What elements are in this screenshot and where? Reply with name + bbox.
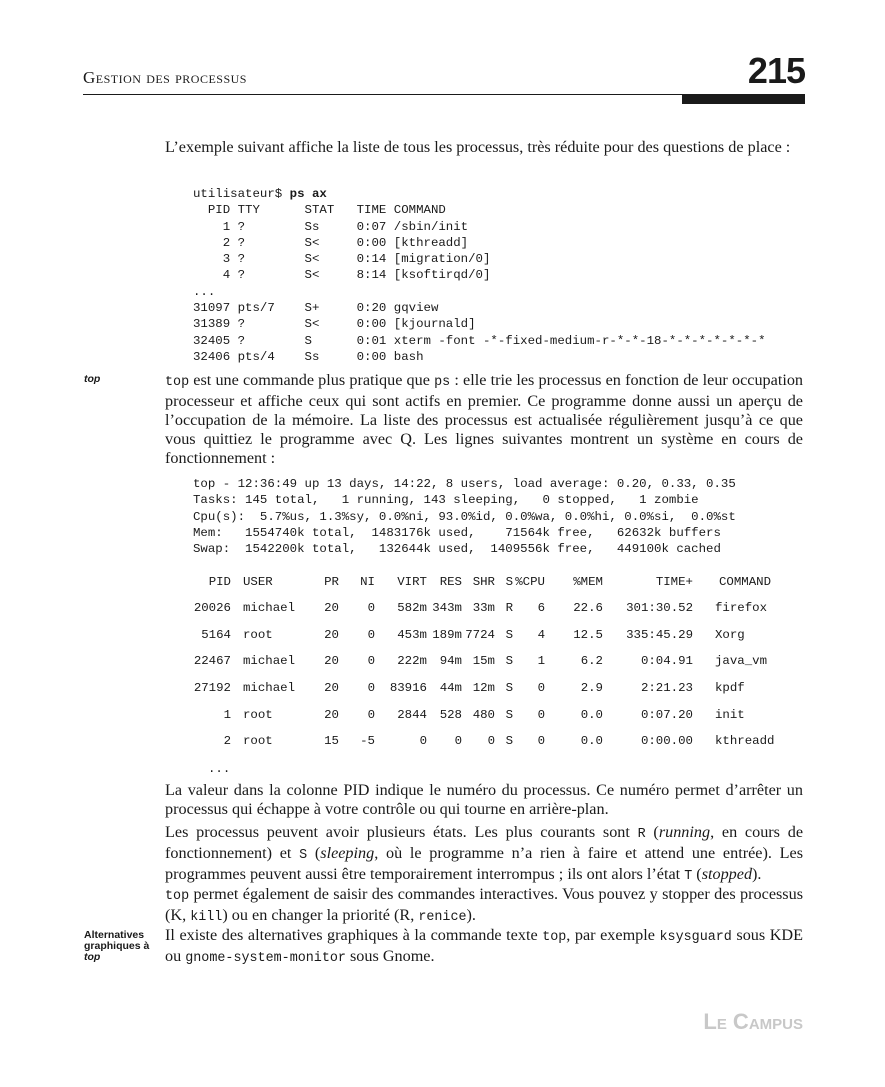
table-cell: S xyxy=(505,734,513,749)
top-summary-block: top - 12:36:49 up 13 days, 14:22, 8 users, load average: 0.20, 0.33, 0.35 Tasks: 145 total, 1 running, 143 sleeping, 0 stopped, 1 zombie Cpu(s): 5.7%us, 1.3%sy, 0.0%ni, 93.0%id, 0.0%wa, 0.0%hi, 0.0%si, 0.0%st Mem: 1554740k total, 1483176k used, 71564k free, 62632k buffers Swap: 1542200k total, 132644k used, 1409556k free, 449100k cached xyxy=(193,477,736,557)
table-cell: 0:04.91 xyxy=(640,654,693,669)
table-cell: 2:21.23 xyxy=(640,681,693,696)
table-cell: 15m xyxy=(472,654,495,669)
table-cell: 33m xyxy=(472,601,495,615)
text-span: ). xyxy=(752,865,762,883)
table-cell: firefox xyxy=(715,601,768,615)
intro-paragraph: L’exemple suivant affiche la liste de tous les processus, très réduite pour des questions de place : xyxy=(165,138,791,156)
table-cell: 2844 xyxy=(397,707,427,722)
table-row xyxy=(193,601,793,628)
table-cell: michael xyxy=(243,654,296,669)
table-cell: 0 xyxy=(487,734,495,749)
column-header: PR xyxy=(324,575,339,589)
table-cell: 0 xyxy=(419,734,427,749)
table-cell: 0 xyxy=(367,681,375,696)
column-header: %MEM xyxy=(573,575,603,589)
inline-code: kill xyxy=(190,910,223,925)
table-cell: init xyxy=(715,707,745,722)
column-header: COMMAND xyxy=(719,575,772,589)
column-header: VIRT xyxy=(397,575,427,589)
table-cell: 0 xyxy=(367,601,375,615)
table-cell: 20 xyxy=(324,707,339,722)
text-span: ) ou en changer la priorité (R, xyxy=(222,906,419,924)
table-cell: S xyxy=(505,681,513,696)
inline-code: top xyxy=(165,889,190,904)
table-cell: 0.0 xyxy=(580,734,603,749)
table-cell: 20 xyxy=(324,627,339,642)
text-span: , en cours de fonctionnement) et xyxy=(165,823,804,862)
inline-code: T xyxy=(684,869,693,884)
inline-code: top xyxy=(165,375,190,390)
table-cell: S xyxy=(505,627,513,642)
table-cell: 0 xyxy=(454,734,462,749)
table-cell: 0.0 xyxy=(580,707,603,722)
inline-code: gnome-system-monitor xyxy=(185,951,346,966)
table-cell: 1 xyxy=(537,654,545,669)
italic-term: sleeping xyxy=(320,844,375,862)
text-span: permet également de saisir des commandes interactives. Vous pouvez y stopper des processus (K, xyxy=(165,885,803,924)
table-cell: 0 xyxy=(367,707,375,722)
table-cell: 20 xyxy=(324,601,339,615)
table-cell: michael xyxy=(243,681,296,696)
italic-term: running xyxy=(658,823,711,841)
table-row xyxy=(193,628,793,655)
table-row xyxy=(193,654,793,681)
text-span: Les processus peuvent avoir plusieurs états. Les plus courants sont xyxy=(165,823,638,841)
table-cell: 44m xyxy=(439,681,462,696)
table-cell: 6.2 xyxy=(580,654,603,669)
table-cell: 20 xyxy=(324,654,339,669)
table-cell: 335:45.29 xyxy=(626,627,693,642)
table-cell: S xyxy=(505,654,513,669)
inline-code: ksysguard xyxy=(659,930,732,945)
table-cell: 0:00.00 xyxy=(640,734,693,749)
column-header: SHR xyxy=(472,575,495,589)
table-cell: 0 xyxy=(537,734,545,749)
top-process-table xyxy=(193,575,793,761)
table-ellipsis: ... xyxy=(208,762,231,776)
table-cell: 83916 xyxy=(389,681,427,696)
text-span: Il existe des alternatives graphiques à la commande texte xyxy=(165,926,543,944)
margin-note-line: graphiques à xyxy=(84,940,150,952)
margin-note-line: Alternatives xyxy=(84,929,145,941)
table-cell: 453m xyxy=(397,627,427,642)
margin-note-top xyxy=(84,374,156,385)
text-span: ). xyxy=(466,906,476,924)
top-description-paragraph xyxy=(165,371,803,468)
table-row xyxy=(193,681,793,708)
table-cell: root xyxy=(243,707,273,722)
running-header: Gestion des processus xyxy=(83,68,247,87)
column-header: %CPU xyxy=(515,575,545,589)
publisher-logo: Le Campus xyxy=(703,1009,803,1034)
text-span: sous KDE ou xyxy=(165,926,804,965)
table-cell: 0 xyxy=(367,627,375,642)
inline-code: S xyxy=(299,848,308,863)
shell-command: ps ax xyxy=(289,187,327,201)
table-header-row xyxy=(193,575,793,601)
table-cell: 189m xyxy=(432,627,462,642)
table-cell: Xorg xyxy=(715,627,745,642)
text-span: ( xyxy=(692,865,702,883)
table-cell: 582m xyxy=(397,601,427,615)
text-span: , où le programme n’a rien à faire et attend une entrée). Les programmes peuvent aussi être temporairement interrompus ; ils ont alors l’état xyxy=(165,844,803,883)
table-cell: kthreadd xyxy=(715,734,775,749)
column-header: TIME+ xyxy=(655,575,693,589)
table-cell: 15 xyxy=(324,734,339,749)
table-cell: 1 xyxy=(223,707,231,722)
table-cell: 27192 xyxy=(193,681,231,696)
text-span: est une commande plus pratique que xyxy=(189,371,435,389)
table-cell: 22467 xyxy=(193,654,231,669)
table-cell: 0:07.20 xyxy=(640,707,693,722)
table-cell: kpdf xyxy=(715,681,745,696)
inline-code: renice xyxy=(418,910,467,925)
ps-code-block xyxy=(193,186,766,365)
table-cell: 5164 xyxy=(201,627,231,642)
table-row xyxy=(193,708,793,735)
page-number: 215 xyxy=(747,50,805,91)
states-paragraph xyxy=(165,823,803,886)
table-cell: -5 xyxy=(360,734,375,749)
table-cell: 0 xyxy=(537,707,545,722)
table-cell: 4 xyxy=(537,627,545,642)
table-cell: java_vm xyxy=(715,654,768,669)
header-bar xyxy=(682,94,805,104)
table-cell: 301:30.52 xyxy=(626,601,693,615)
table-cell: 343m xyxy=(432,601,462,615)
column-header: S xyxy=(505,575,513,589)
text-span: ( xyxy=(645,823,659,841)
table-cell: 528 xyxy=(439,707,462,722)
table-cell: 2 xyxy=(223,734,231,749)
table-cell: 20 xyxy=(324,681,339,696)
table-cell: 2.9 xyxy=(580,681,603,696)
ps-output: PID TTY STAT TIME COMMAND 1 ? Ss 0:07 /sbin/init 2 ? S< 0:00 [kthreadd] 3 ? S< 0:14 [migration/0] 4 ? S< 8:14 [ksoftirqd/0] ... 31097 pts/7 S+ 0:20 gqview 31389 ? S< 0:00 [kjournald] 32405 ? S 0:01 xterm -font -*-fixed-medium-r-*-*-18-*-*-*-*-*-*-* 32406 pts/4 Ss 0:00 bash xyxy=(193,203,766,364)
table-cell: 0 xyxy=(367,654,375,669)
table-cell: 7724 xyxy=(465,627,495,642)
table-cell: 20026 xyxy=(193,601,231,615)
text-span: , par exemple xyxy=(566,926,660,944)
pid-paragraph: La valeur dans la colonne PID indique le numéro du processus. Ce numéro permet d’arrêter un processus qui échappe à votre contrôle ou qui tourne en arrière-plan. xyxy=(165,781,803,818)
table-cell: 222m xyxy=(397,654,427,669)
table-cell: 0 xyxy=(537,681,545,696)
table-cell: 22.6 xyxy=(573,601,603,615)
italic-term: stopped xyxy=(701,865,753,883)
alternatives-paragraph xyxy=(165,926,803,968)
text-span: : elle trie les processus en fonction de leur occupation processeur et affiche ceux qui sont actifs en premier. Ce programme donne aussi un aperçu de l’occupation de la mémoire. La liste des processus est actualisée régulièrement jusqu’à ce que vous quittiez le programme avec Q. Les lignes suivantes montrent un système en cours de fonctionnement : xyxy=(165,371,804,467)
margin-note-line: top xyxy=(84,951,101,963)
table-cell: 12.5 xyxy=(573,627,603,642)
table-cell: michael xyxy=(243,601,296,615)
table-cell: 94m xyxy=(439,654,462,669)
column-header: RES xyxy=(439,575,462,589)
inline-code: top xyxy=(542,930,567,945)
text-span: sous Gnome. xyxy=(345,947,435,965)
table-cell: 12m xyxy=(472,681,495,696)
table-cell: 480 xyxy=(472,707,495,722)
column-header: PID xyxy=(208,575,231,589)
margin-note-top-label: top xyxy=(84,373,101,385)
text-span: ( xyxy=(307,844,321,862)
interactive-paragraph xyxy=(165,885,803,927)
table-cell: R xyxy=(505,601,513,615)
shell-prompt: utilisateur$ xyxy=(193,187,290,201)
inline-code: R xyxy=(637,827,646,842)
table-cell: root xyxy=(243,627,273,642)
inline-code: ps xyxy=(434,375,451,390)
column-header: USER xyxy=(243,575,273,589)
table-cell: root xyxy=(243,734,273,749)
table-cell: S xyxy=(505,707,513,722)
table-cell: 6 xyxy=(537,601,545,615)
table-row xyxy=(193,734,793,761)
column-header: NI xyxy=(360,575,375,589)
margin-note-alternatives xyxy=(84,930,156,963)
